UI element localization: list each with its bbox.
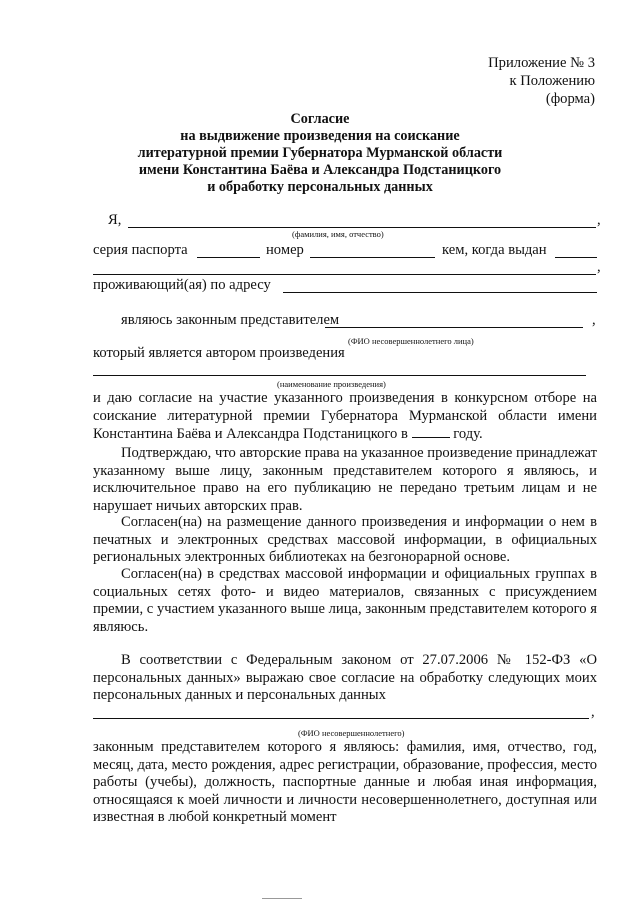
passport-number-label: номер — [266, 242, 304, 258]
comma: , — [597, 212, 601, 228]
form-label: (форма) — [545, 91, 595, 107]
comma: , — [597, 259, 601, 275]
p1-line2: соискание литературной премии Губернатора Мурманской области имени — [93, 407, 597, 424]
passport-number-field[interactable] — [310, 257, 435, 258]
doc-title: Согласие — [290, 111, 350, 127]
issued-by-field-continued[interactable] — [93, 274, 596, 275]
fio-field[interactable] — [128, 227, 596, 228]
doc-title-line3: литературной премии Губернатора Мурманской области — [137, 145, 503, 161]
p1-line3 — [93, 425, 597, 444]
address-field[interactable] — [283, 292, 597, 293]
rights-paragraph: Подтверждаю, что авторские права на указанное произведение принадлежат указанному выше лицу, законным представителем которого я являюсь, и исключительное право на его публикацию не передано третьим лицам и не нарушает ничьих авторских прав. — [93, 445, 597, 514]
legal-rep-label: являюсь законным представителем — [121, 312, 340, 328]
issued-by-label: кем, когда выдан — [442, 242, 547, 258]
publication-consent-paragraph: Согласен(на) на размещение данного произведения и информации о нем в печатных и электронных средствах массовой информации, в официальных региональных электронных библиотеках на безгонорарной основе. — [93, 514, 597, 566]
personal-data-paragraph: В соответствии с Федеральным законом от 27.07.2006 № 152-ФЗ «О персональных данных» выражаю свое согласие на обработку следующих моих персональных данных и персональных данных — [93, 652, 597, 704]
author-of-label: который является автором произведения — [93, 345, 345, 361]
fio-caption: (фамилия, имя, отчество) — [292, 229, 384, 239]
minor-fio-field[interactable] — [325, 327, 583, 328]
address-label: проживающий(ая) по адресу — [93, 277, 271, 293]
minor-name-field[interactable] — [93, 718, 589, 719]
appendix-label: Приложение № 3 — [488, 55, 595, 71]
media-consent-paragraph: Согласен(на) в средствах массовой информации и официальных группах в социальных сетях фото- и видео материалов, связанных с присуждением премии, с участием указанного выше лица, законным представителем которого я являюсь. — [93, 566, 597, 635]
p1-line3-year-word: году. — [453, 426, 483, 443]
regulation-label: к Положению — [509, 73, 595, 89]
minor-caption: (ФИО несовершеннолетнего) — [298, 728, 405, 738]
comma: , — [592, 312, 596, 328]
data-list-paragraph: законным представителем которого я являюсь: фамилия, имя, отчество, год, месяц, дата, место рождения, адрес регистрации, образование, профессия, место работы (учебы), должность, паспортные данные и любая иная информация, относящаяся к моей личности и личности несовершеннолетнего, доступная или известная в любой конкретный момент — [93, 739, 597, 826]
scan-artifact — [262, 898, 302, 899]
year-field[interactable] — [412, 425, 450, 438]
doc-title-line4: имени Константина Баёва и Александра Подстаницкого — [138, 162, 502, 178]
work-title-caption: (наименование произведения) — [277, 379, 386, 389]
issued-by-field[interactable] — [555, 257, 597, 258]
p1-line3-text: Константина Баёва и Александра Подстаницкого в — [93, 426, 408, 443]
ya-label: Я, — [108, 212, 122, 228]
p1-line1: и даю согласие на участие указанного произведения в конкурсном отборе на — [93, 390, 597, 406]
comma: , — [591, 704, 595, 720]
consent-paragraph-1 — [93, 390, 597, 444]
doc-title-line2: на выдвижение произведения на соискание — [180, 128, 460, 144]
passport-series-label: серия паспорта — [93, 242, 188, 258]
passport-series-field[interactable] — [197, 257, 260, 258]
doc-title-line5: и обработку персональных данных — [207, 179, 433, 195]
minor-fio-caption: (ФИО несовершеннолетнего лица) — [348, 336, 474, 346]
work-title-field[interactable] — [93, 375, 586, 376]
